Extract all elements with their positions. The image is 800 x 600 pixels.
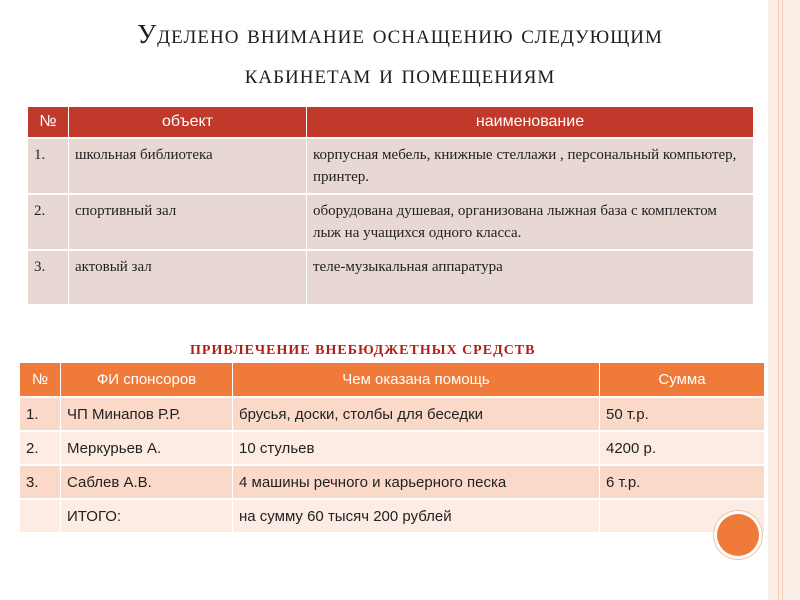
cell-total-text: на сумму 60 тысяч 200 рублей	[233, 499, 600, 532]
cell-sponsor: ЧП Минапов Р.Р.	[61, 397, 233, 431]
column-header-number: №	[28, 107, 69, 138]
cell-number: 2.	[28, 194, 69, 250]
table-row-total	[20, 499, 765, 532]
equipment-table	[28, 107, 754, 304]
table-row	[20, 465, 765, 499]
cell-number: 1.	[28, 138, 69, 194]
cell-sum: 6 т.р.	[600, 465, 765, 499]
cell-number: 1.	[20, 397, 61, 431]
section-subtitle: ПРИВЛЕЧЕНИЕ ВНЕБЮДЖЕТНЫХ СРЕДСТВ	[190, 343, 536, 358]
side-decoration	[768, 0, 800, 600]
cell-sponsor: Саблев А.В.	[61, 465, 233, 499]
table-row	[28, 194, 754, 250]
column-header-object: объект	[69, 107, 307, 138]
cell-object: актовый зал	[69, 250, 307, 304]
cell-help: 10 стульев	[233, 431, 600, 465]
cell-help: 4 машины речного и карьерного песка	[233, 465, 600, 499]
cell-help: брусья, доски, столбы для беседки	[233, 397, 600, 431]
column-header-help: Чем оказана помощь	[233, 363, 600, 397]
slide-title-line: кабинетам и помещениям	[244, 59, 556, 89]
cell-name: оборудована душевая, организована лыжная база с комплектом лыж на учащихся одного класса.	[307, 194, 754, 250]
cell-number: 3.	[28, 250, 69, 304]
side-decoration-line	[778, 0, 779, 600]
sponsors-table	[20, 363, 765, 532]
table-row	[28, 250, 754, 304]
table-row	[20, 431, 765, 465]
table-header-row	[28, 107, 754, 138]
cell-name: корпусная мебель, книжные стеллажи , персональный компьютер, принтер.	[307, 138, 754, 194]
column-header-sponsor: ФИ спонсоров	[61, 363, 233, 397]
table-row	[28, 138, 754, 194]
decorative-circle	[717, 514, 759, 556]
cell-object: школьная библиотека	[69, 138, 307, 194]
table-row	[20, 397, 765, 431]
cell-number: 3.	[20, 465, 61, 499]
column-header-number: №	[20, 363, 61, 397]
column-header-name: наименование	[307, 107, 754, 138]
cell-total-label: ИТОГО:	[61, 499, 233, 532]
cell-number	[20, 499, 61, 532]
table-header-row	[20, 363, 765, 397]
slide-title-line: Уделено внимание оснащению следующим	[137, 19, 663, 49]
cell-number: 2.	[20, 431, 61, 465]
side-decoration-line	[782, 0, 783, 600]
cell-sum: 50 т.р.	[600, 397, 765, 431]
column-header-sum: Сумма	[600, 363, 765, 397]
cell-object: спортивный зал	[69, 194, 307, 250]
cell-name: теле-музыкальная аппаратура	[307, 250, 754, 304]
cell-sum: 4200 р.	[600, 431, 765, 465]
slide-title	[40, 14, 760, 94]
cell-sponsor: Меркурьев А.	[61, 431, 233, 465]
